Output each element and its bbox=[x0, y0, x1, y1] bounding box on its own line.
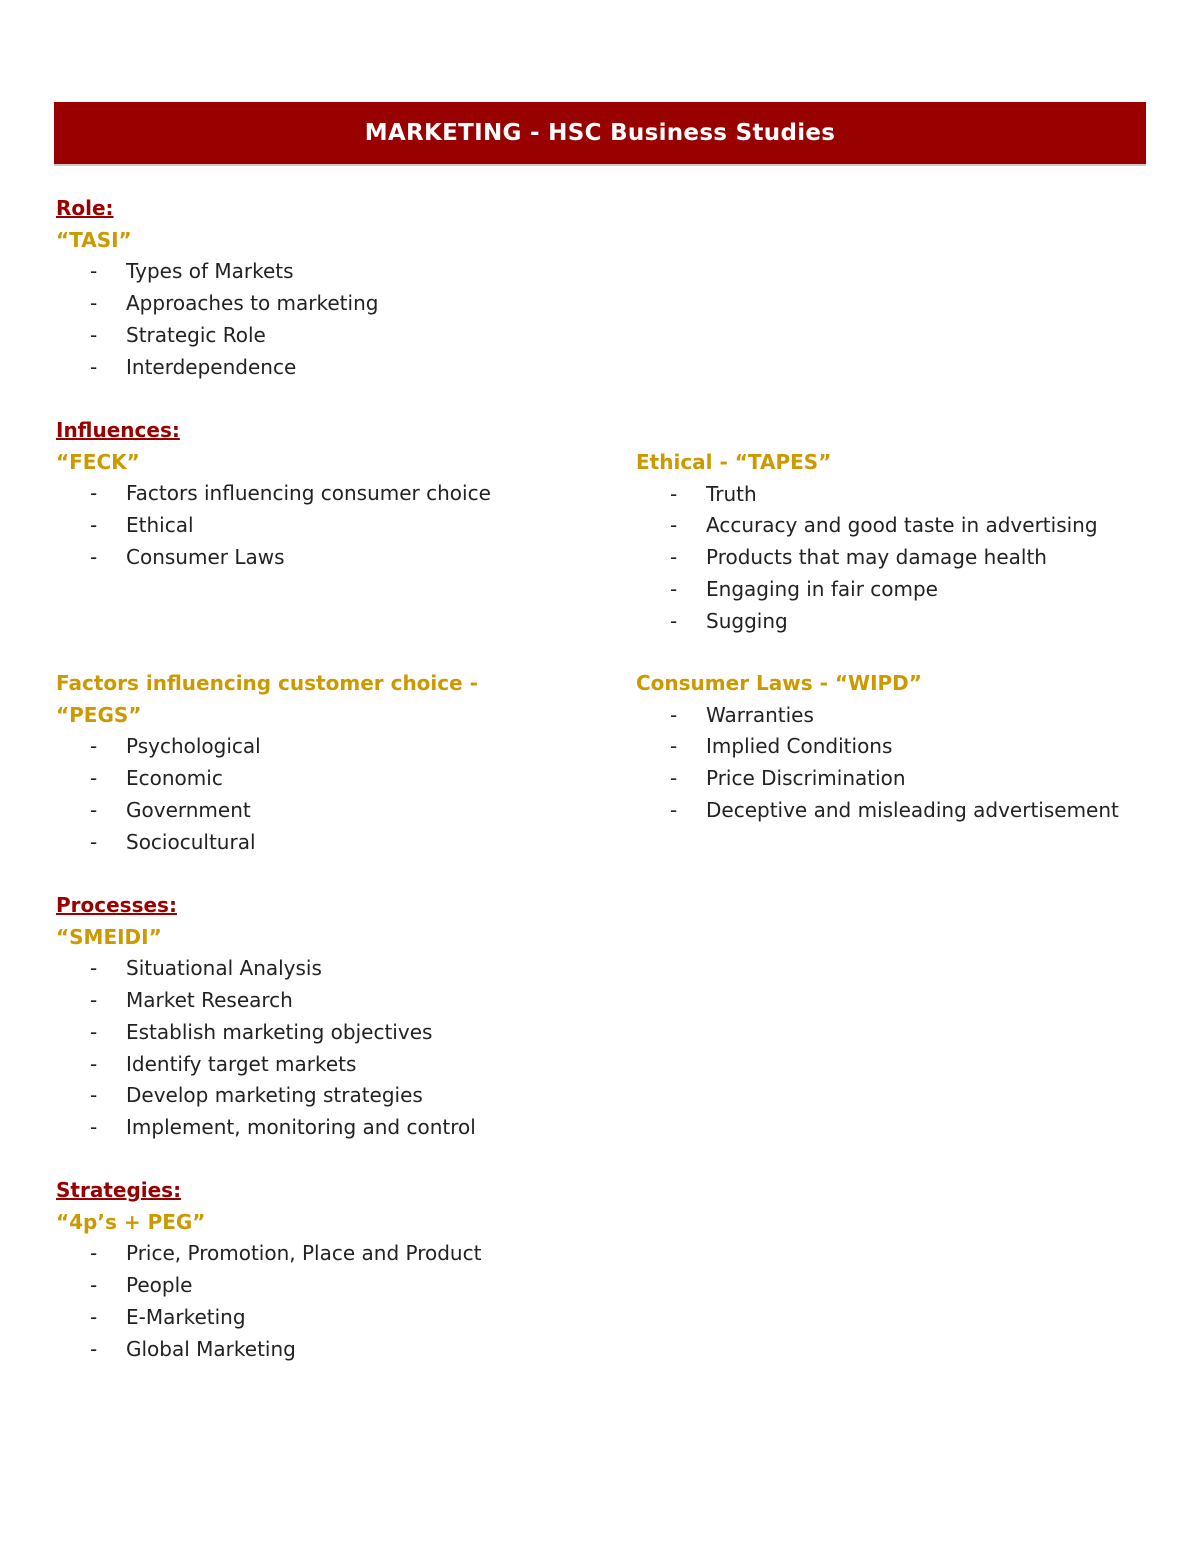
list-item: - Products that may damage health bbox=[636, 542, 1098, 574]
list-item: - Consumer Laws bbox=[56, 542, 491, 574]
list-item: - Interdependence bbox=[56, 352, 378, 384]
consumer-laws-section bbox=[636, 668, 1119, 827]
ethical-mnemonic: Ethical - “TAPES” bbox=[636, 450, 832, 474]
list-item: - Price Discrimination bbox=[636, 763, 1066, 795]
list-item: - E-Marketing bbox=[56, 1302, 481, 1334]
role-section bbox=[56, 193, 378, 383]
list-item: - Develop marketing strategies bbox=[56, 1080, 476, 1112]
processes-section bbox=[56, 890, 476, 1144]
consumer-laws-mnemonic: Consumer Laws - “WIPD” bbox=[636, 671, 922, 695]
list-item: - Strategic Role bbox=[56, 320, 378, 352]
influences-list bbox=[56, 478, 491, 573]
list-item: - Market Research bbox=[56, 985, 476, 1017]
factors-mnemonic-acronym: “PEGS” bbox=[56, 702, 142, 727]
list-item: - Warranties bbox=[636, 700, 1066, 732]
list-item: - Factors influencing consumer choice bbox=[56, 478, 491, 510]
factors-section bbox=[56, 668, 478, 858]
role-heading: Role: bbox=[56, 196, 114, 220]
strategies-list bbox=[56, 1238, 481, 1365]
list-item: - Engaging in fair compe bbox=[636, 574, 1098, 606]
list-item: - Identify target markets bbox=[56, 1049, 476, 1081]
list-item: - Global Marketing bbox=[56, 1334, 481, 1366]
list-item: - Accuracy and good taste in advertising bbox=[636, 510, 1098, 542]
list-item: - Deceptive and misleading advertisement bbox=[636, 795, 996, 827]
list-item: - Implement, monitoring and control bbox=[56, 1112, 476, 1144]
influences-mnemonic: “FECK” bbox=[56, 449, 140, 474]
list-item: - Situational Analysis bbox=[56, 953, 476, 985]
ethical-list bbox=[636, 479, 1098, 638]
influences-heading: Influences: bbox=[56, 418, 180, 442]
list-item: - Sociocultural bbox=[56, 827, 478, 859]
factors-mnemonic: Factors influencing customer choice - bbox=[56, 671, 478, 695]
list-item: - Types of Markets bbox=[56, 256, 378, 288]
strategies-mnemonic: “4p’s + PEG” bbox=[56, 1209, 206, 1234]
processes-mnemonic: “SMEIDI” bbox=[56, 924, 162, 949]
list-item: - Sugging bbox=[636, 606, 1098, 638]
list-item: - Implied Conditions bbox=[636, 731, 1066, 763]
ethical-section bbox=[636, 447, 1098, 637]
list-item: - Establish marketing objectives bbox=[56, 1017, 476, 1049]
factors-list bbox=[56, 731, 478, 858]
list-item: - Economic bbox=[56, 763, 478, 795]
influences-section bbox=[56, 415, 491, 574]
processes-list bbox=[56, 953, 476, 1143]
list-item: - Approaches to marketing bbox=[56, 288, 378, 320]
page-title: MARKETING - HSC Business Studies bbox=[54, 102, 1146, 166]
strategies-section bbox=[56, 1175, 481, 1365]
strategies-heading: Strategies: bbox=[56, 1178, 182, 1202]
role-mnemonic: “TASI” bbox=[56, 227, 132, 252]
list-item: - Price, Promotion, Place and Product bbox=[56, 1238, 481, 1270]
role-list bbox=[56, 256, 378, 383]
list-item: - Ethical bbox=[56, 510, 491, 542]
list-item: - Truth bbox=[636, 479, 1098, 511]
list-item: - People bbox=[56, 1270, 481, 1302]
list-item: - Government bbox=[56, 795, 478, 827]
consumer-laws-list bbox=[636, 700, 1119, 827]
processes-heading: Processes: bbox=[56, 893, 177, 917]
list-item: - Psychological bbox=[56, 731, 478, 763]
